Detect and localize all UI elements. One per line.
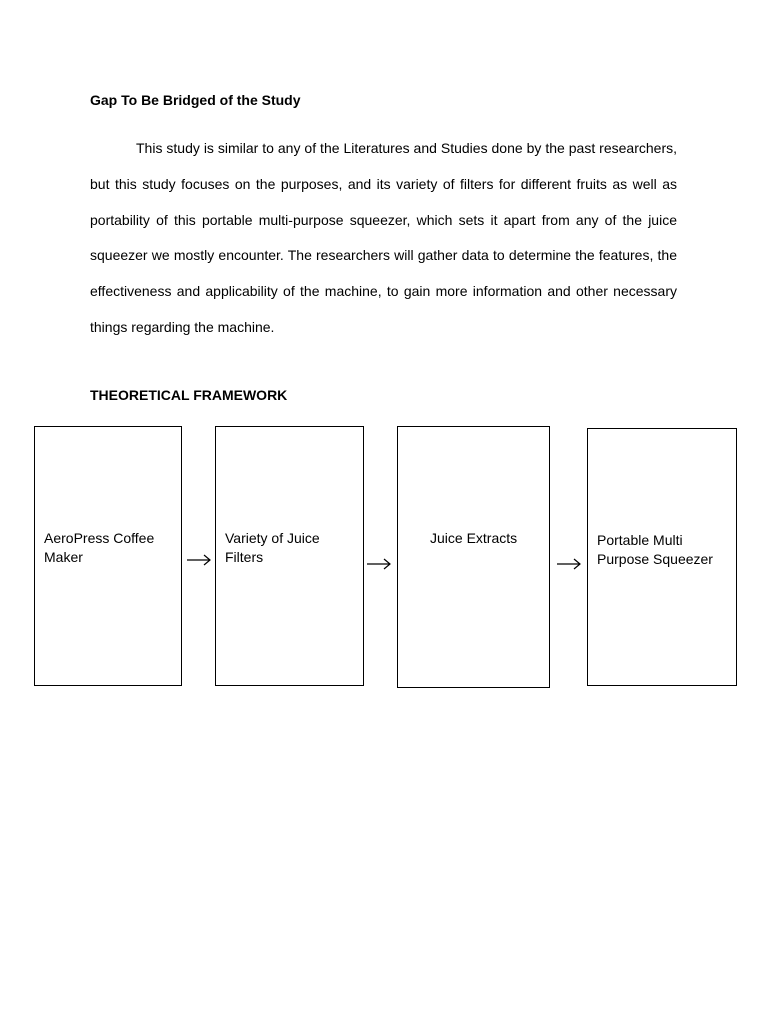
gap-paragraph: This study is similar to any of the Literatures and Studies done by the past researchers, but this study focuses on the purposes, and its variety of filters for different fruits as well as portability of this portable multi-purpose squeezer, which sets it apart from any of the juice squeezer we mostly encounter. The researchers will gather data to determine the features, the effectiveness and applicability of the machine, to gain more information and other necessary things regarding the machine. <box>90 140 677 335</box>
framework-box-label: Juice Extracts <box>430 530 518 546</box>
framework-box-label: Portable Multi Purpose Squeezer <box>597 532 713 567</box>
right-arrow-icon <box>556 558 582 570</box>
framework-box-aeropress <box>34 426 182 686</box>
framework-box-juice-filters <box>215 426 364 686</box>
section-heading-theoretical-framework: THEORETICAL FRAMEWORK <box>90 387 288 403</box>
framework-box-portable-squeezer <box>587 428 737 686</box>
right-arrow-icon <box>366 558 392 570</box>
right-arrow-icon <box>186 554 212 566</box>
section-heading-gap: Gap To Be Bridged of the Study <box>90 92 301 108</box>
framework-box-label: Variety of Juice Filters <box>225 530 320 565</box>
framework-box-juice-extracts <box>397 426 550 688</box>
framework-box-label: AeroPress Coffee Maker <box>44 530 155 565</box>
